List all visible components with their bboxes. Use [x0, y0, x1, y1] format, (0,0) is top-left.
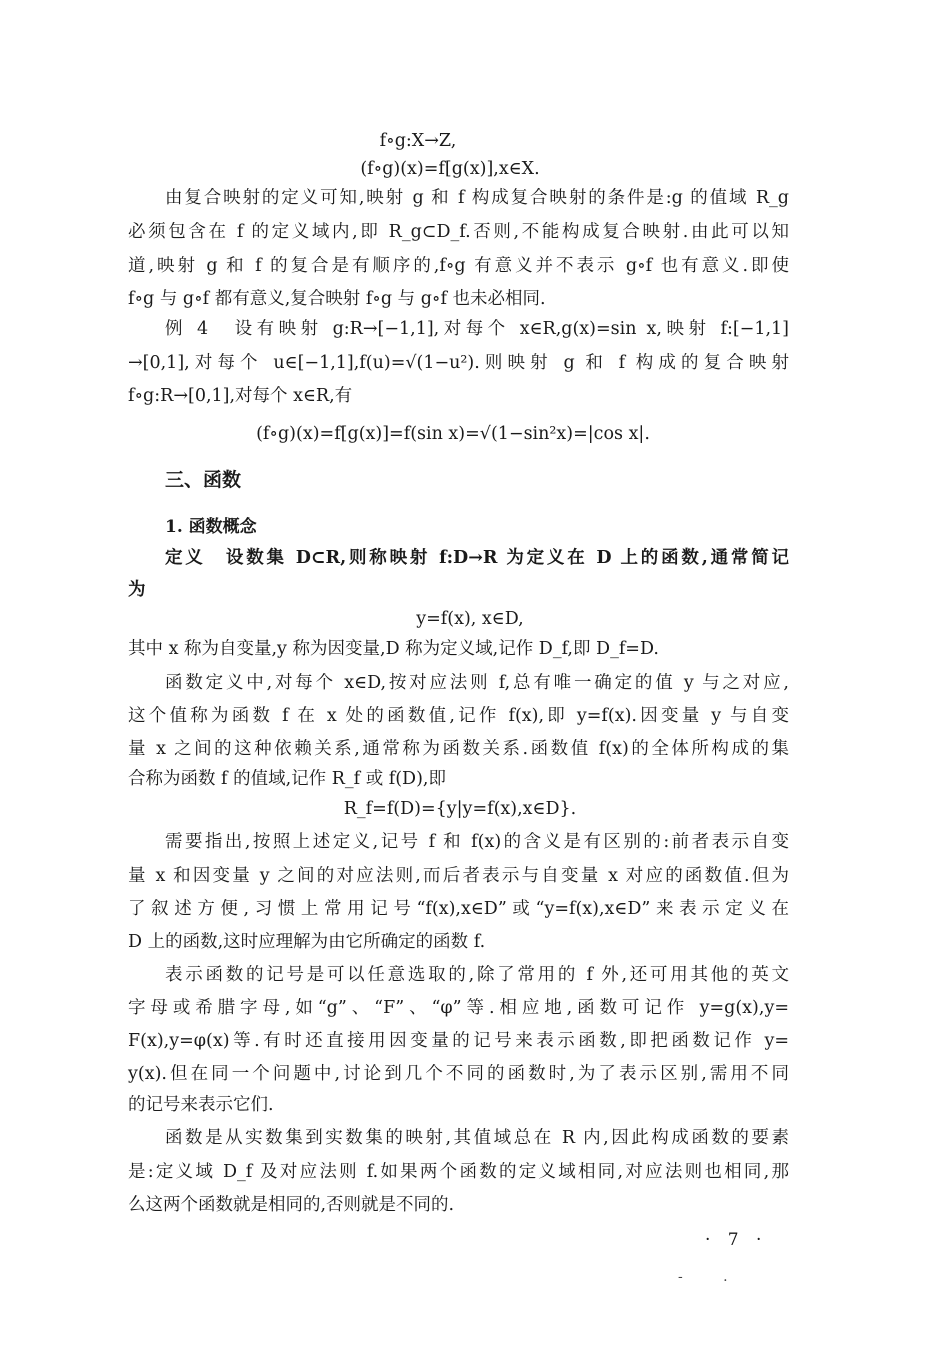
formula-composition-definition: (f∘g)(x)=f[g(x)],x∈X. — [360, 159, 540, 179]
formula-composition-map: f∘g:X→Z, — [379, 131, 457, 151]
paragraph-line: 函数是从实数集到实数集的映射,其值域总在 R 内,因此构成函数的要素 — [165, 1128, 789, 1148]
example-4-line: 例 4 设有映射 g:R→[−1,1],对每个 x∈R,g(x)=sin x,映射 f:[−1,1] — [165, 319, 789, 339]
paragraph-line: 其中 x 称为自变量,y 称为因变量,D 称为定义域,记作 D_f,即 D_f=D. — [128, 639, 659, 659]
page-number: · 7 · — [705, 1230, 768, 1250]
paragraph-line: F(x),y=φ(x)等.有时还直接用因变量的记号来表示函数,即把函数记作 y= — [128, 1031, 789, 1051]
definition-line: 为 — [128, 580, 146, 600]
paragraph-line: 由复合映射的定义可知,映射 g 和 f 构成复合映射的条件是:g 的值域 R_g — [165, 188, 789, 208]
footer-marks: - . — [678, 1269, 746, 1285]
paragraph-line: 需要指出,按照上述定义,记号 f 和 f(x)的含义是有区别的:前者表示自变 — [165, 832, 789, 852]
paragraph-line: 字母或希腊字母,如“g”、“F”、“φ”等.相应地,函数可记作 y=g(x),y= — [128, 998, 789, 1018]
paragraph-line: 量 x 和因变量 y 之间的对应法则,而后者表示与自变量 x 对应的函数值.但为 — [128, 866, 789, 886]
paragraph-line: 函数定义中,对每个 x∈D,按对应法则 f,总有唯一确定的值 y 与之对应, — [165, 673, 789, 693]
paragraph-line: y(x).但在同一个问题中,讨论到几个不同的函数时,为了表示区别,需用不同 — [128, 1064, 789, 1084]
formula-range: R_f=f(D)={y|y=f(x),x∈D}. — [343, 799, 577, 819]
paragraph-line: 道,映射 g 和 f 的复合是有顺序的,f∘g 有意义并不表示 g∘f 也有意义.即使 — [128, 256, 789, 276]
paragraph-line: 了叙述方便,习惯上常用记号“f(x),x∈D”或“y=f(x),x∈D”来表示定义在 — [128, 899, 789, 919]
example-4-line: →[0,1],对每个 u∈[−1,1],f(u)=√(1−u²).则映射 g 和 f 构成的复合映射 — [128, 353, 789, 373]
definition-line: 定义 设数集 D⊂R,则称映射 f:D→R 为定义在 D 上的函数,通常简记 — [165, 548, 789, 568]
subsection-title: 1. 函数概念 — [165, 517, 257, 537]
paragraph-line: f∘g 与 g∘f 都有意义,复合映射 f∘g 与 g∘f 也未必相同. — [128, 289, 546, 309]
paragraph-line: 是:定义域 D_f 及对应法则 f.如果两个函数的定义域相同,对应法则也相同,那 — [128, 1162, 789, 1182]
formula-example-4: (f∘g)(x)=f[g(x)]=f(sin x)=√(1−sin²x)=|cos x|. — [256, 424, 650, 444]
paragraph-line: 量 x 之间的这种依赖关系,通常称为函数关系.函数值 f(x)的全体所构成的集 — [128, 739, 789, 759]
example-4-line: f∘g:R→[0,1],对每个 x∈R,有 — [128, 386, 353, 406]
paragraph-line: 必须包含在 f 的定义域内,即 R_g⊂D_f.否则,不能构成复合映射.由此可以知 — [128, 222, 789, 242]
paragraph-line: 的记号来表示它们. — [128, 1095, 274, 1115]
paragraph-line: 表示函数的记号是可以任意选取的,除了常用的 f 外,还可用其他的英文 — [165, 965, 789, 985]
paragraph-line: 合称为函数 f 的值域,记作 R_f 或 f(D),即 — [128, 769, 446, 789]
section-title: 三、函数 — [165, 469, 242, 491]
formula-function: y=f(x), x∈D, — [416, 609, 524, 629]
paragraph-line: 这个值称为函数 f 在 x 处的函数值,记作 f(x),即 y=f(x).因变量 y 与自变 — [128, 706, 789, 726]
paragraph-line: D 上的函数,这时应理解为由它所确定的函数 f. — [128, 932, 486, 952]
paragraph-line: 么这两个函数就是相同的,否则就是不同的. — [128, 1195, 455, 1215]
